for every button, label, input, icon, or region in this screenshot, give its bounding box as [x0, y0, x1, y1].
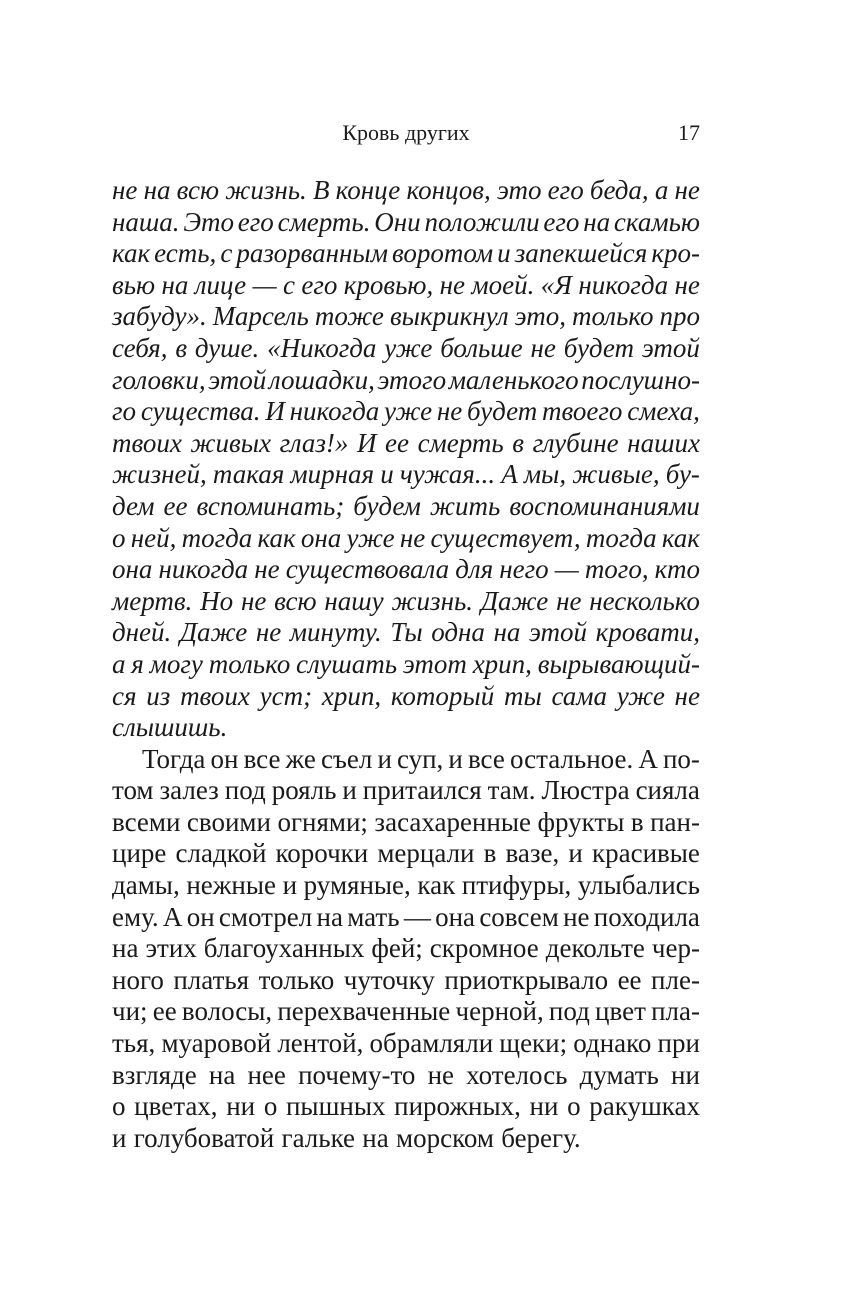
word: маленького — [448, 364, 579, 395]
word: цветах, — [134, 1091, 218, 1122]
word: уже — [346, 522, 395, 553]
word: воротом — [392, 238, 494, 269]
text-line — [112, 744, 700, 776]
word: мирная — [290, 459, 375, 490]
word: дем — [112, 490, 155, 521]
word: живых — [190, 427, 272, 458]
word: румяные, — [303, 870, 411, 901]
word: конце — [335, 175, 401, 205]
text-line — [112, 1028, 700, 1060]
word: в — [512, 427, 524, 458]
word: Марсель — [212, 301, 309, 332]
word: мы, — [523, 459, 567, 490]
word: моей. — [471, 269, 535, 300]
word: только — [208, 648, 291, 679]
word: же — [285, 743, 316, 774]
word: в — [175, 332, 188, 363]
word: ни — [226, 1091, 256, 1122]
word: наша. — [112, 206, 180, 237]
text-line — [112, 996, 700, 1028]
word: на — [316, 901, 343, 932]
word: своими — [186, 806, 271, 837]
word: он — [210, 743, 239, 774]
word: на — [161, 269, 189, 300]
text-line — [112, 365, 700, 397]
text-line — [112, 933, 700, 965]
word: существует, — [430, 522, 581, 553]
word: слушать — [296, 648, 398, 679]
word: на — [112, 933, 139, 964]
word: себя, — [112, 332, 168, 363]
word: жить — [429, 490, 501, 521]
word: глубине — [532, 427, 619, 458]
word: ее — [385, 427, 409, 458]
word: всеми — [112, 806, 181, 837]
word: цвет — [595, 996, 646, 1027]
text-line — [112, 270, 700, 302]
word: о — [263, 1091, 278, 1122]
word: для — [455, 554, 494, 585]
word: «Никогда — [267, 332, 377, 363]
word: будет — [563, 332, 634, 363]
word: кто — [654, 554, 700, 585]
word: будет — [467, 396, 538, 427]
word: приоткрывало — [444, 964, 609, 995]
word: живые, — [572, 459, 660, 490]
word: пан- — [650, 806, 700, 837]
word: Люстра — [541, 775, 630, 806]
word: бу- — [665, 459, 700, 490]
word: Даже — [480, 585, 549, 616]
word: положили — [424, 206, 540, 237]
word: забуду». — [112, 301, 207, 332]
word: птифуры, — [461, 870, 572, 901]
word: разорванным — [236, 238, 388, 269]
word: будем — [353, 490, 421, 521]
word: улыбались — [577, 870, 700, 901]
word: сияла — [635, 775, 700, 806]
word: хрип, — [472, 648, 532, 679]
word: этой — [641, 332, 700, 363]
word: не — [530, 332, 556, 363]
word: хотелось — [466, 1059, 568, 1090]
word: этот — [402, 648, 467, 679]
word: И — [356, 427, 377, 458]
word: пла- — [651, 996, 700, 1027]
text-line — [112, 838, 700, 870]
word: его — [301, 269, 338, 300]
word: красивые — [592, 838, 700, 869]
word: Тогда — [142, 743, 206, 774]
text-line — [112, 554, 700, 586]
word: всю — [176, 175, 220, 205]
text-line — [112, 175, 700, 207]
word: такая — [212, 459, 285, 490]
word: чуточку — [343, 964, 435, 995]
word: лице — [194, 269, 247, 300]
word: — — [252, 269, 277, 300]
word: совсем — [479, 901, 559, 932]
word: не — [674, 269, 700, 300]
word: лошадки, — [268, 364, 375, 395]
word: все — [243, 743, 281, 774]
word: съел — [320, 743, 373, 774]
word: платья — [173, 964, 250, 995]
word: А — [638, 743, 658, 774]
word: огнями; — [277, 806, 368, 837]
word: ней, — [130, 522, 177, 553]
word: уже — [384, 396, 433, 427]
word: воспоминаниями — [509, 490, 700, 521]
word: остальное. — [509, 743, 634, 774]
word: щеки; — [499, 1028, 568, 1059]
word: «Я — [540, 269, 572, 300]
word: его — [237, 206, 274, 237]
word: морском — [396, 1122, 494, 1153]
text-line — [112, 775, 700, 807]
word: при — [657, 1028, 700, 1059]
word: нее — [247, 1059, 286, 1090]
word: этого — [377, 364, 447, 395]
word: взгляде — [112, 1059, 197, 1090]
word: хрип, — [321, 680, 382, 711]
word: думать — [579, 1059, 659, 1090]
word: не — [563, 901, 590, 932]
word: только — [258, 964, 335, 995]
word: Это — [183, 206, 234, 237]
word: ее — [163, 490, 188, 521]
word: ного — [112, 964, 164, 995]
word: на — [208, 1059, 236, 1090]
word: А — [501, 459, 518, 490]
text-line — [112, 491, 700, 523]
word: на — [493, 617, 521, 648]
word: ему. — [112, 901, 159, 932]
word: скромное — [429, 933, 539, 964]
word: только — [571, 301, 654, 332]
word: благоуханных — [203, 933, 365, 964]
word: выкрикнул — [389, 301, 509, 332]
word: есть, — [154, 238, 217, 269]
word: несколько — [589, 585, 700, 616]
word: кровью, — [343, 269, 434, 300]
word: и — [448, 743, 463, 774]
word: Они — [374, 206, 421, 237]
word: пле- — [651, 964, 700, 995]
word: фрукты — [537, 806, 625, 837]
word: не — [674, 680, 700, 711]
word: всю — [274, 585, 317, 616]
word: залез — [159, 775, 219, 806]
word: не — [399, 522, 426, 553]
word: жизней, — [112, 459, 207, 490]
word: не — [439, 269, 465, 300]
word: и — [497, 238, 511, 269]
word: больше — [440, 332, 523, 363]
word: ты — [503, 680, 542, 711]
word: и — [377, 743, 392, 774]
word: наших — [627, 427, 700, 458]
word: — — [554, 554, 579, 585]
word: засахаренные — [374, 806, 532, 837]
word: с — [220, 238, 233, 269]
word: волосы, — [181, 996, 273, 1027]
word: не — [556, 585, 582, 616]
word: она — [435, 901, 476, 932]
word: ся — [112, 680, 137, 711]
word: почему-то — [298, 1059, 416, 1090]
word: чер- — [651, 933, 700, 964]
word: одна — [431, 617, 485, 648]
word: тогда — [585, 522, 657, 553]
word: го — [112, 396, 137, 427]
word: скамью — [613, 206, 700, 237]
word: она — [112, 554, 153, 585]
word: Но — [200, 585, 234, 616]
word: сама — [551, 680, 608, 711]
running-head — [112, 118, 700, 148]
word: смеха, — [627, 396, 700, 427]
word: как — [417, 870, 456, 901]
word: а — [112, 648, 126, 679]
word: тогда — [181, 522, 253, 553]
word: дней. — [112, 617, 172, 648]
word: уст; — [259, 680, 313, 711]
word: мать — [347, 901, 400, 932]
word: В — [312, 175, 330, 205]
text-line — [112, 207, 700, 239]
word: А — [162, 901, 183, 932]
word: уже — [384, 332, 433, 363]
text-line — [112, 523, 700, 555]
word: глаз!» — [279, 427, 349, 458]
text-line — [112, 301, 700, 333]
word: его — [543, 206, 580, 237]
text-line — [112, 586, 700, 618]
word: этих — [145, 933, 197, 964]
word: мертв. — [112, 585, 193, 616]
word: походила — [593, 901, 700, 932]
word: существовала — [285, 554, 450, 585]
word: голубоватой — [133, 1122, 275, 1153]
text-line — [112, 459, 700, 491]
word: о — [567, 1091, 581, 1122]
word: слышишь. — [112, 712, 228, 743]
word: ни — [529, 1091, 559, 1122]
text-line — [112, 681, 700, 713]
text-line — [112, 870, 700, 902]
word: него — [499, 554, 549, 585]
word: притаился — [362, 775, 482, 806]
word: по- — [662, 743, 700, 774]
word: это, — [514, 301, 566, 332]
word: твоего — [542, 396, 623, 427]
word: и — [342, 775, 357, 806]
text-line — [112, 617, 700, 649]
word: не — [240, 585, 267, 616]
word: тоже — [314, 301, 384, 332]
word: она — [300, 522, 342, 553]
word: там. — [487, 775, 536, 806]
word: и — [568, 838, 583, 869]
word: гальке — [281, 1122, 356, 1153]
word: смерть — [417, 427, 504, 458]
word: пирожных, — [394, 1091, 521, 1122]
word: и — [282, 870, 298, 901]
text-line — [112, 1060, 700, 1092]
word: чужая... — [399, 459, 496, 490]
word: жизнь. — [225, 175, 307, 205]
word: ни — [671, 1059, 700, 1090]
word: он — [186, 901, 215, 932]
word: на — [362, 1122, 389, 1153]
word: муаровой — [161, 1028, 272, 1059]
word: фей; — [371, 933, 423, 964]
word: на — [583, 206, 611, 237]
word: кровати, — [595, 617, 700, 648]
word: не — [255, 617, 282, 648]
word: я — [131, 648, 144, 679]
text-line — [112, 712, 700, 744]
word: жизнь. — [391, 585, 474, 616]
word: о — [112, 522, 126, 553]
word: концов, — [406, 175, 491, 205]
word: головки, — [112, 364, 206, 395]
word: корочки — [275, 838, 369, 869]
word: того, — [584, 554, 649, 585]
word: его — [547, 175, 584, 205]
word: кро- — [651, 238, 700, 269]
word: беда, — [589, 175, 649, 205]
word: пышных — [285, 1091, 386, 1122]
text-line — [112, 807, 700, 839]
word: вью — [112, 269, 156, 300]
word: с — [282, 269, 295, 300]
word: могу — [149, 648, 203, 679]
word: под — [224, 775, 266, 806]
word: послушно- — [581, 364, 700, 395]
word: суп, — [396, 743, 444, 774]
word: этой — [208, 364, 267, 395]
word: дамы, — [112, 870, 180, 901]
word: твоих — [112, 427, 182, 458]
word: ракушках — [589, 1091, 700, 1122]
word: на — [143, 175, 171, 205]
word: не — [112, 175, 138, 205]
word: Ты — [390, 617, 423, 648]
word: черной, — [455, 996, 544, 1027]
italic-paragraph — [112, 175, 700, 744]
word: нежные — [186, 870, 276, 901]
word: не — [427, 1059, 454, 1090]
word: перехваченные — [277, 996, 451, 1027]
word: никогда — [578, 269, 669, 300]
word: рояль — [271, 775, 337, 806]
word: не — [254, 554, 280, 585]
text-line — [112, 238, 700, 270]
word: вырывающий- — [537, 648, 700, 679]
word: минуту. — [289, 617, 382, 648]
word: Даже — [179, 617, 248, 648]
word: не — [674, 175, 700, 205]
word: цире — [112, 838, 167, 869]
word: как — [661, 522, 700, 553]
word: мерцали — [377, 838, 475, 869]
text-line — [112, 649, 700, 681]
text-line — [112, 1123, 700, 1155]
word: уже — [616, 680, 665, 711]
text-line — [112, 1091, 700, 1123]
word: как — [257, 522, 296, 553]
word: сладкой — [175, 838, 267, 869]
word: однако — [573, 1028, 652, 1059]
word: про — [659, 301, 700, 332]
word: это — [496, 175, 542, 205]
word: о — [112, 1091, 126, 1122]
word: который — [390, 680, 495, 711]
word: в — [483, 838, 497, 869]
word: чи; — [112, 996, 148, 1027]
text-line — [112, 428, 700, 460]
text-line — [112, 333, 700, 365]
word: запекшейся — [514, 238, 648, 269]
word: И — [265, 396, 285, 427]
word: и — [380, 459, 394, 490]
word: как — [112, 238, 151, 269]
text-line — [112, 902, 700, 934]
word: никогда — [158, 554, 249, 585]
word: никогда — [289, 396, 380, 427]
word: смерть. — [277, 206, 371, 237]
word: — — [403, 901, 431, 932]
word: вазе, — [505, 838, 560, 869]
word: существа. — [140, 396, 261, 427]
word: вспоминать; — [196, 490, 345, 521]
text-line — [112, 965, 700, 997]
word: под — [548, 996, 590, 1027]
word: все — [467, 743, 505, 774]
word: твоих — [180, 680, 250, 711]
word: ее — [152, 996, 177, 1027]
word: нашу — [324, 585, 384, 616]
word: и — [112, 1122, 127, 1153]
word: из — [146, 680, 171, 711]
roman-paragraph — [112, 744, 700, 1155]
word: в — [630, 806, 644, 837]
word: том — [112, 775, 154, 806]
word: лентой, — [277, 1028, 364, 1059]
page-number: 17 — [678, 120, 700, 145]
word: душе. — [194, 332, 260, 363]
word: смотрел — [218, 901, 313, 932]
word: обрамляли — [369, 1028, 494, 1059]
word: ее — [617, 964, 642, 995]
text-line — [112, 396, 700, 428]
word: а — [654, 175, 669, 205]
body-text — [112, 175, 700, 1154]
running-title: Кровь других — [342, 120, 470, 145]
word: не — [436, 396, 463, 427]
word: тья, — [112, 1028, 156, 1059]
word: берегу. — [501, 1122, 581, 1153]
word: декольте — [545, 933, 645, 964]
word: этой — [528, 617, 588, 648]
